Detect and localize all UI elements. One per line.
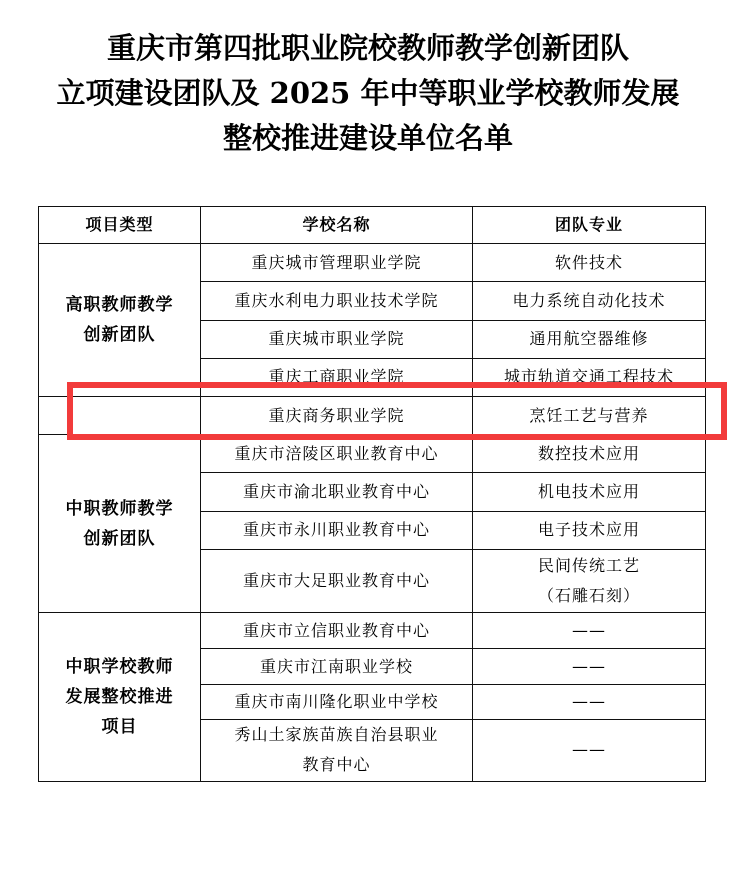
school-cell: 重庆工商职业学院 (201, 358, 473, 396)
category-line: 中职学校教师 (65, 657, 174, 677)
major-cell: 通用航空器维修 (473, 320, 706, 358)
table-row (39, 435, 706, 473)
major-cell: 电子技术应用 (473, 511, 706, 549)
school-line: 教育中心 (302, 755, 371, 775)
school-cell (201, 719, 473, 781)
category-line: 中职教师教学 (65, 498, 174, 519)
major-line: 民间传统工艺 (537, 555, 640, 575)
table-row (39, 613, 706, 649)
document-title (0, 26, 736, 161)
category-line: 项目 (101, 717, 138, 737)
school-cell: 重庆水利电力职业技术学院 (201, 282, 473, 320)
major-cell (473, 549, 706, 612)
major-cell (473, 613, 706, 649)
school-cell: 重庆市大足职业教育中心 (201, 549, 473, 612)
category-line: 创新团队 (83, 325, 156, 346)
category-line: 发展整校推进 (65, 687, 174, 707)
dash-placeholder: —— (572, 691, 606, 711)
school-cell: 重庆商务职业学院 (201, 396, 473, 434)
major-cell (473, 649, 706, 685)
major-cell (473, 685, 706, 719)
dash-placeholder: —— (572, 740, 606, 760)
title-line-3: 整校推进建设单位名单 (222, 121, 513, 155)
title-line-1: 重庆市第四批职业院校教师教学创新团队 (106, 31, 629, 65)
school-cell: 重庆市立信职业教育中心 (201, 613, 473, 649)
major-cell: 软件技术 (473, 244, 706, 282)
header-team-major: 团队专业 (473, 207, 706, 244)
header-school-name: 学校名称 (201, 207, 473, 244)
major-cell: 城市轨道交通工程技术 (473, 358, 706, 396)
school-cell: 重庆市永川职业教育中心 (201, 511, 473, 549)
table-header-row (39, 207, 706, 244)
table-row (39, 396, 706, 434)
category-cell (39, 435, 201, 613)
category-line: 创新团队 (83, 528, 156, 549)
category-cell (39, 613, 201, 782)
list-table (38, 206, 706, 782)
school-cell: 重庆市江南职业学校 (201, 649, 473, 685)
major-cell: 电力系统自动化技术 (473, 282, 706, 320)
school-cell: 重庆市渝北职业教育中心 (201, 473, 473, 511)
major-cell: 数控技术应用 (473, 435, 706, 473)
major-cell (473, 719, 706, 781)
header-project-type: 项目类型 (39, 207, 201, 244)
category-cell (39, 244, 201, 397)
school-line: 秀山土家族苗族自治县职业 (234, 725, 439, 745)
major-cell: 机电技术应用 (473, 473, 706, 511)
category-cell-empty (39, 396, 201, 434)
title-line-2: 立项建设团队及 2025 年中等职业学校教师发展 (56, 76, 680, 110)
school-cell: 重庆城市管理职业学院 (201, 244, 473, 282)
category-line: 高职教师教学 (65, 295, 174, 316)
table-row (39, 244, 706, 282)
major-line: （石雕石刻） (537, 585, 640, 605)
school-cell: 重庆城市职业学院 (201, 320, 473, 358)
school-cell: 重庆市南川隆化职业中学校 (201, 685, 473, 719)
dash-placeholder: —— (572, 656, 606, 676)
school-cell: 重庆市涪陵区职业教育中心 (201, 435, 473, 473)
major-cell: 烹饪工艺与营养 (473, 396, 706, 434)
dash-placeholder: —— (572, 620, 606, 640)
